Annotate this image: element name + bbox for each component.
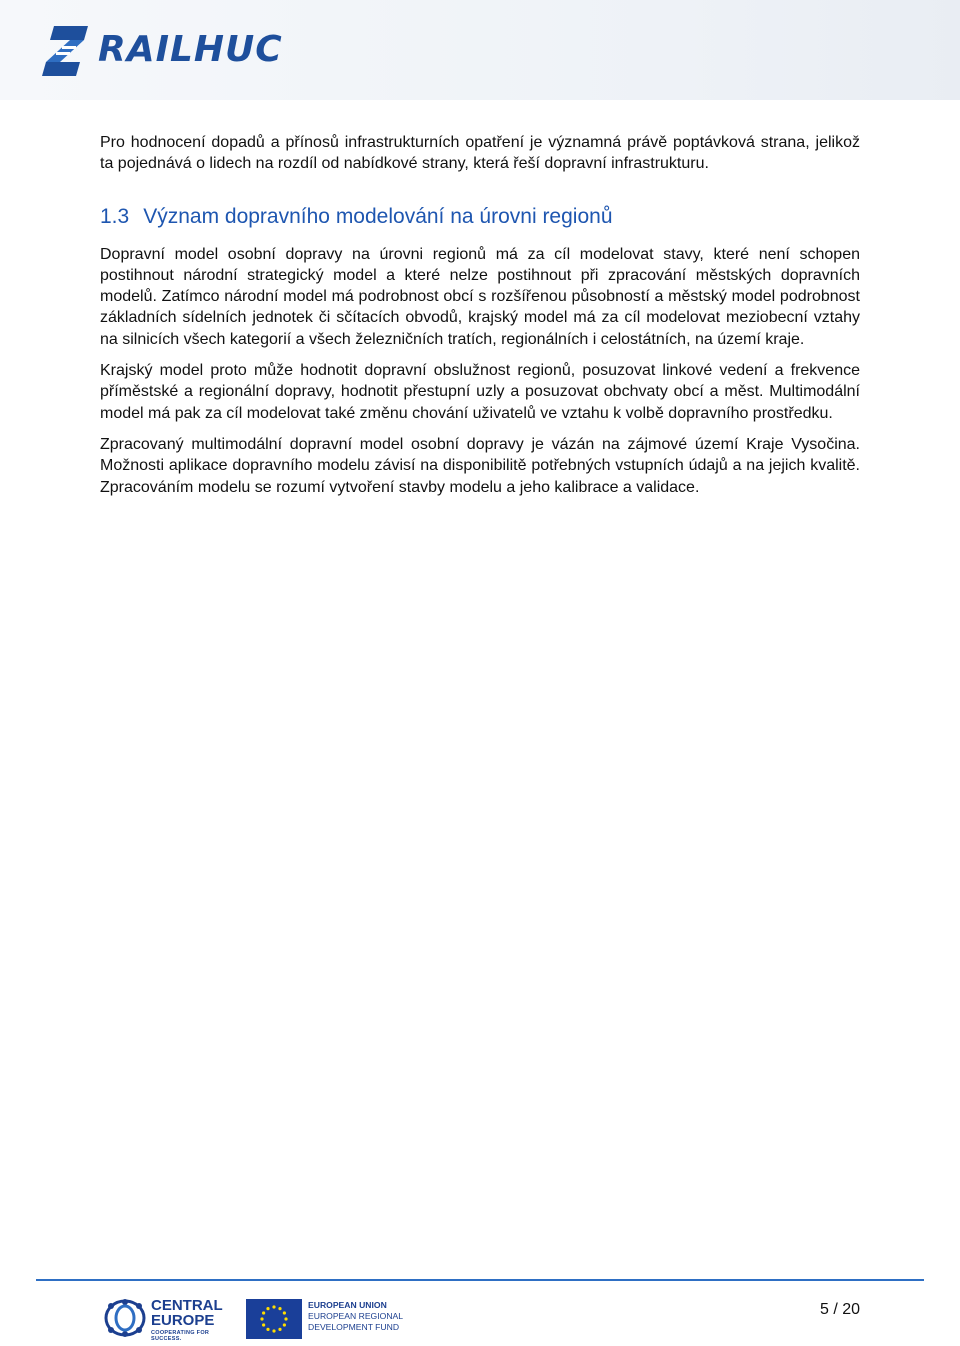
eu-star (262, 1311, 265, 1314)
document-body (100, 132, 860, 508)
central-europe-tagline: COOPERATING FOR SUCCESS. (151, 1330, 210, 1342)
eu-star (266, 1307, 269, 1310)
eu-star (266, 1328, 269, 1331)
body-paragraph: Dopravní model osobní dopravy na úrovni regionů má za cíl modelovat stavy, které není schopen postihnout národní strategický model a které nelze postihnout při zpracování městských dopravních modelů. Zatímco národní model má podrobnost obcí s rozšířenou působností a městský model podrobnost základních sídelních jednotek či sčítacích obvodů, krajský model má za cíl modelovat meziobecní vztahy na silnicích všech kategorií a všech železničních tratích, regionálních i celostátních, na území kraje. (100, 245, 860, 348)
body-paragraph: Krajský model proto může hodnotit dopravní obslužnost regionů, posuzovat linkové vedení a frekvence příměstské a regionální dopravy, hodnotit přestupní uzly a posuzovat obchvaty obcí a měst. Multimodální model má pak za cíl modelovat také změnu chování uživatelů ve vztahu k volbě dopravního prostředku. (100, 362, 860, 422)
central-europe-logo (103, 1296, 235, 1342)
eu-line-3: DEVELOPMENT FUND (308, 1322, 400, 1332)
railhuc-logo-icon (40, 24, 90, 78)
eu-line-1: EUROPEAN UNION (308, 1300, 387, 1310)
page-header (0, 0, 960, 100)
eu-star (272, 1329, 275, 1332)
page-number: 5 / 20 (819, 1301, 860, 1318)
section-number: 1.3 (100, 204, 130, 228)
eu-star (283, 1311, 286, 1314)
intro-paragraph: Pro hodnocení dopadů a přínosů infrastrukturních opatření je významná právě poptávková strana, jelikož ta pojednává o lidech na rozdíl od nabídkové strany, která řeší dopravní infrastrukturu. (100, 134, 860, 173)
railhuc-logo-text: RAILHUC (98, 29, 283, 70)
central-europe-text-line2: EUROPE (151, 1312, 215, 1329)
eu-star (278, 1307, 281, 1310)
central-europe-globe-icon (103, 1298, 147, 1338)
eu-line-2: EUROPEAN REGIONAL (308, 1311, 404, 1321)
eu-star (283, 1323, 286, 1326)
eu-star (284, 1317, 287, 1320)
section-heading (100, 204, 860, 230)
eu-star (278, 1328, 281, 1331)
body-paragraph: Zpracovaný multimodální dopravní model osobní dopravy je vázán na zájmové území Kraje Vysočina. Možnosti aplikace dopravního modelu závisí na disponibilitě potřebných vstupních údajů a na jejich kvalitě. Zpracováním modelu se rozumí vytvoření stavby modelu a jeho kalibrace a validace. (100, 435, 860, 496)
eu-star (260, 1317, 263, 1320)
footer-divider (36, 1279, 924, 1281)
eu-star (262, 1323, 265, 1326)
eu-flag-icon (246, 1299, 302, 1339)
section-title: Význam dopravního modelování na úrovni regionů (143, 204, 613, 228)
eu-star (272, 1305, 275, 1308)
eu-fund-text (308, 1300, 418, 1333)
central-europe-text-line1: CENTRAL (151, 1297, 223, 1314)
